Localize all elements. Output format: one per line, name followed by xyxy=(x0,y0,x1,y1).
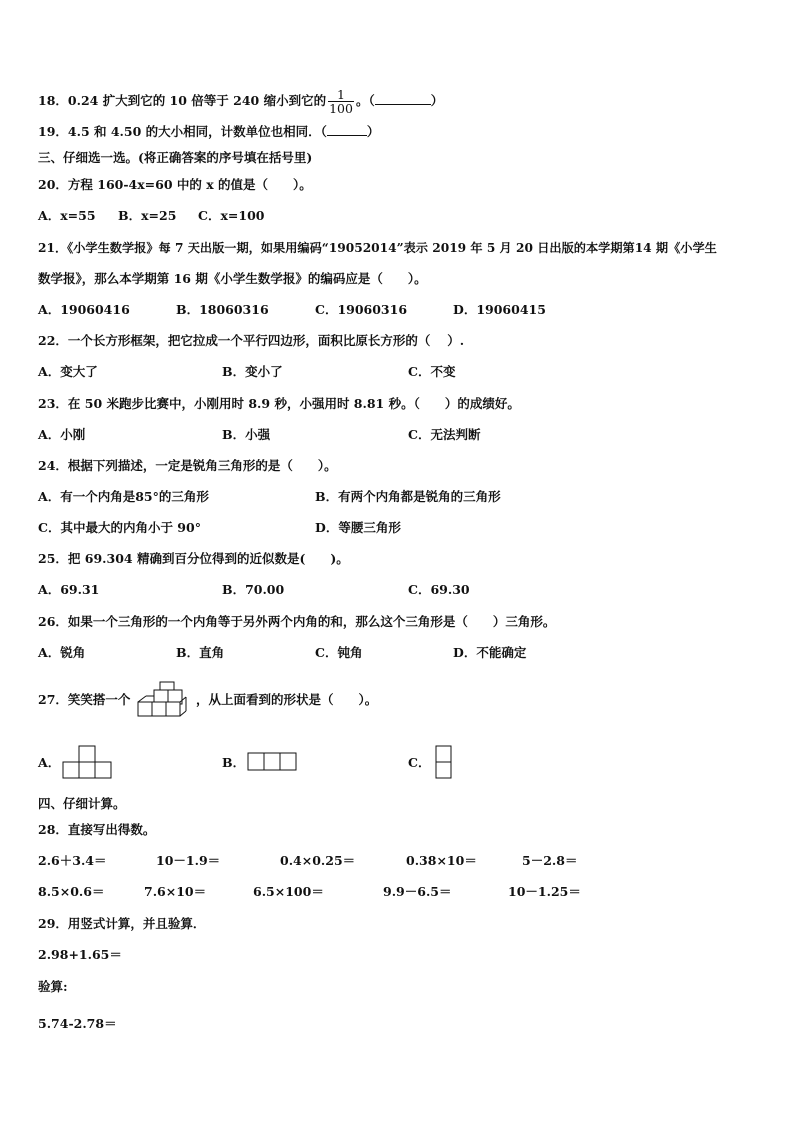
section-4-heading: 四、仔细计算。 xyxy=(38,796,126,811)
calc-item: 5－2.8＝ xyxy=(522,853,578,868)
question-27-suffix: ，从上面看到的形状是（ ）。 xyxy=(196,692,378,707)
q22-option-a[interactable]: A．变大了 xyxy=(38,364,98,379)
question-25-text: 25．把 69.304 精确到百分位得到的近似数是( )。 xyxy=(38,551,349,566)
q24-option-d[interactable]: D．等腰三角形 xyxy=(315,520,401,535)
question-22-text: 22．一个长方形框架，把它拉成一个平行四边形，面积比原长方形的（ ）. xyxy=(38,333,465,348)
q24-option-a[interactable]: A．有一个内角是85°的三角形 xyxy=(38,489,209,504)
q25-option-c[interactable]: C．69.30 xyxy=(408,582,470,597)
question-18-suffix: 。（ xyxy=(355,93,375,108)
calc-item: 7.6×10＝ xyxy=(144,884,207,899)
question-18 xyxy=(38,88,443,115)
question-28-title: 28．直接写出得数。 xyxy=(38,822,156,837)
q26-option-d[interactable]: D．不能确定 xyxy=(453,645,527,660)
vertical-calc-2: 5.74-2.78＝ xyxy=(38,1016,117,1031)
question-18-close: ） xyxy=(430,93,444,108)
q22-option-c[interactable]: C．不变 xyxy=(408,364,456,379)
question-20-text: 20．方程 160-4x=60 中的 x 的值是（ ）。 xyxy=(38,177,312,192)
calc-item: 10－1.25＝ xyxy=(508,884,581,899)
check-label: 验算: xyxy=(38,979,68,994)
q20-option-b[interactable]: B．x=25 xyxy=(118,208,177,223)
q21-option-b[interactable]: B．18060316 xyxy=(176,302,269,317)
q21-option-a[interactable]: A．19060416 xyxy=(38,302,130,317)
q27-option-a-shape[interactable] xyxy=(62,745,112,779)
cube-stack-figure xyxy=(136,680,192,720)
question-18-text: 18．0.24 扩大到它的 10 倍等于 240 缩小到它的 xyxy=(38,93,327,108)
q27-option-b-shape[interactable] xyxy=(247,752,297,772)
q21-option-c[interactable]: C．19060316 xyxy=(315,302,408,317)
calc-item: 10－1.9＝ xyxy=(156,853,221,868)
calc-item: 8.5×0.6＝ xyxy=(38,884,105,899)
q27-option-b-label[interactable]: B． xyxy=(222,755,246,770)
q21-option-d[interactable]: D．19060415 xyxy=(453,302,546,317)
q24-option-b[interactable]: B．有两个内角都是锐角的三角形 xyxy=(315,489,501,504)
answer-blank-19[interactable] xyxy=(327,135,367,136)
q20-option-a[interactable]: A．x=55 xyxy=(38,208,96,223)
q26-option-a[interactable]: A．锐角 xyxy=(38,645,86,660)
calc-item: 2.6＋3.4＝ xyxy=(38,853,107,868)
question-19 xyxy=(38,124,379,140)
question-19-close: ） xyxy=(366,124,380,139)
question-23-text: 23．在 50 米跑步比赛中，小刚用时 8.9 秒，小强用时 8.81 秒。（ ）的成绩好。 xyxy=(38,396,520,411)
question-29-title: 29．用竖式计算，并且验算． xyxy=(38,916,206,931)
question-27-prefix: 27．笑笑搭一个 xyxy=(38,692,131,707)
q23-option-a[interactable]: A．小刚 xyxy=(38,427,86,442)
question-24-text: 24．根据下列描述，一定是锐角三角形的是（ ）。 xyxy=(38,458,337,473)
calc-item: 6.5×100＝ xyxy=(253,884,324,899)
q25-option-b[interactable]: B．70.00 xyxy=(222,582,285,597)
fraction-denominator: 100 xyxy=(329,101,353,116)
fraction-numerator: 1 xyxy=(328,88,354,102)
q26-option-c[interactable]: C．钝角 xyxy=(315,645,363,660)
calc-item: 0.4×0.25＝ xyxy=(280,853,356,868)
question-21-line-1: 21．《小学生数学报》每 7 天出版一期，如果用编码“19052014”表示 2019 年 5 月 20 日出版的本学期第14 期《小学生 xyxy=(38,241,717,255)
q20-option-c[interactable]: C．x=100 xyxy=(198,208,265,223)
fraction xyxy=(328,88,354,115)
question-19-text: 19．4.5 和 4.50 的大小相同，计数单位也相同．（ xyxy=(38,124,327,139)
question-21-line-2: 数学报》，那么本学期第 16 期《小学生数学报》的编码应是（ ）。 xyxy=(38,271,427,286)
q23-option-b[interactable]: B．小强 xyxy=(222,427,271,442)
vertical-calc-1: 2.98+1.65＝ xyxy=(38,947,122,962)
answer-blank-18[interactable] xyxy=(375,104,431,105)
calc-item: 9.9－6.5＝ xyxy=(383,884,452,899)
q23-option-c[interactable]: C．无法判断 xyxy=(408,427,481,442)
q22-option-b[interactable]: B．变小了 xyxy=(222,364,283,379)
q27-option-c-shape[interactable] xyxy=(434,745,454,779)
q26-option-b[interactable]: B．直角 xyxy=(176,645,225,660)
q24-option-c[interactable]: C．其中最大的内角小于 90° xyxy=(38,520,201,535)
q27-option-a-label[interactable]: A． xyxy=(38,755,61,770)
question-26-text: 26．如果一个三角形的一个内角等于另外两个内角的和，那么这个三角形是（ ）三角形。 xyxy=(38,614,556,629)
calc-item: 0.38×10＝ xyxy=(406,853,477,868)
q27-option-c-label[interactable]: C． xyxy=(408,755,431,770)
section-3-heading: 三、仔细选一选。(将正确答案的序号填在括号里) xyxy=(38,150,313,165)
q25-option-a[interactable]: A．69.31 xyxy=(38,582,100,597)
